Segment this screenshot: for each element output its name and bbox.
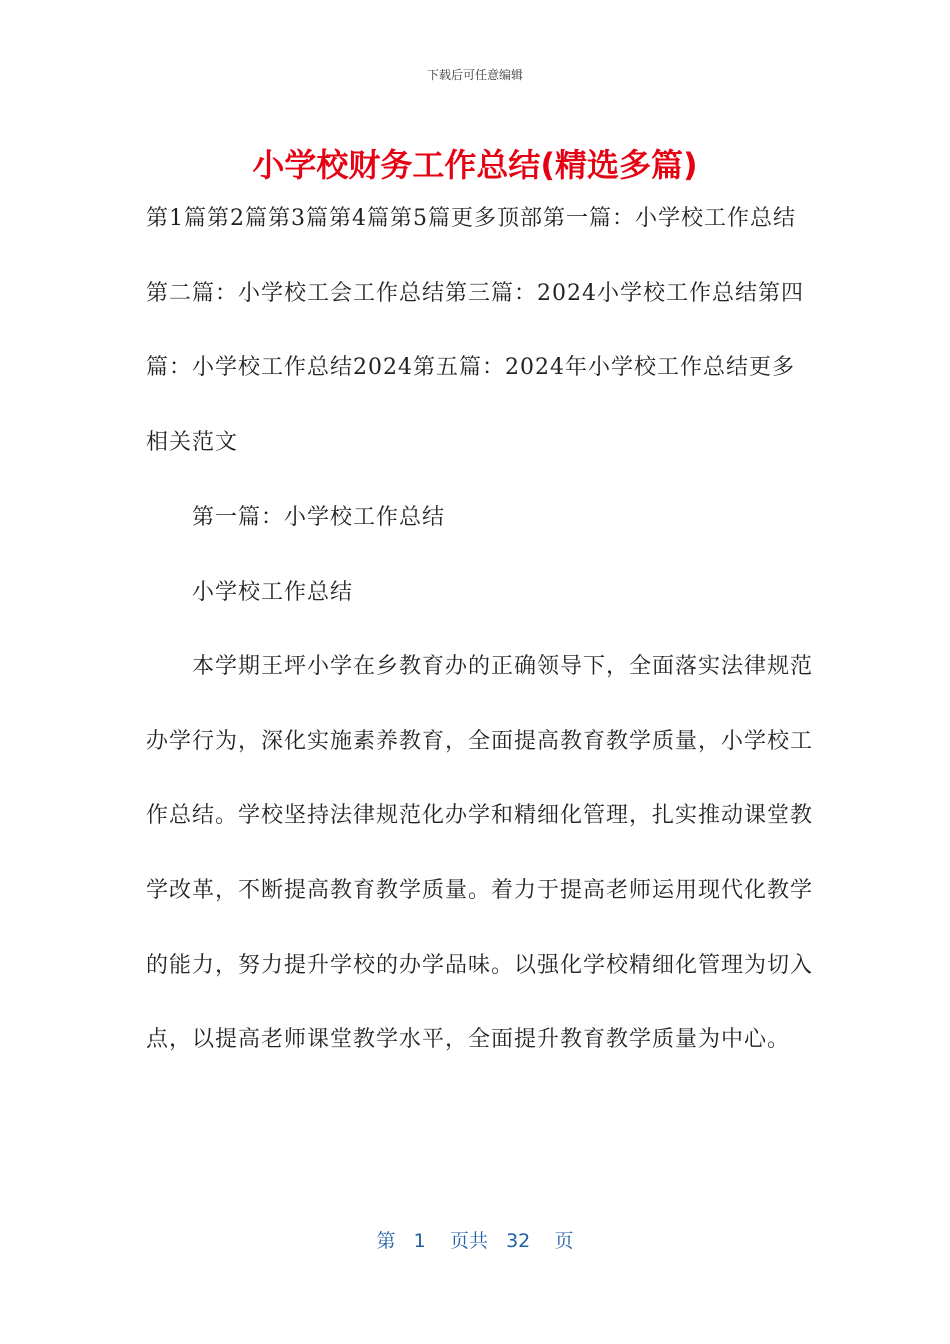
footer-prefix: 第 (376, 1230, 396, 1252)
toc-paragraph (146, 182, 816, 480)
footer-suffix: 页 (554, 1230, 574, 1252)
document-title: 小学校财务工作总结(精选多篇) (252, 146, 698, 184)
footer-page-number: 1 (413, 1230, 426, 1252)
header-note: 下载后可任意编辑 (426, 68, 523, 82)
section-heading: 第一篇：小学校工作总结 (192, 505, 446, 530)
content-section (146, 481, 816, 1078)
body-paragraph: 本学期王坪小学在乡教育办的正确领导下，全面落实法律规范办学行为，深化实施素养教育，全面提高教育教学质量，小学校工作总结。学校坚持法律规范化办学和精细化管理，扎实推动课堂教学改革，不断提高教育教学质量。着力于提高老师运用现代化教学的能力，努力提升学校的办学品味。以强化学校精细化管理为切入点，以提高老师课堂教学水平，全面提升教育教学质量为中心。 (146, 654, 814, 1053)
toc-text: 第1篇第2篇第3篇第4篇第5篇更多顶部第一篇：小学校工作总结第二篇：小学校工会工作总结第三篇：2024小学校工作总结第四篇：小学校工作总结2024第五篇：2024年小学校工作总结更多相关范文 (146, 206, 804, 455)
sub-heading: 小学校工作总结 (192, 579, 354, 605)
footer-total-pages: 32 (506, 1230, 531, 1252)
page-footer (0, 1226, 950, 1253)
footer-mid: 页共 (449, 1230, 488, 1252)
